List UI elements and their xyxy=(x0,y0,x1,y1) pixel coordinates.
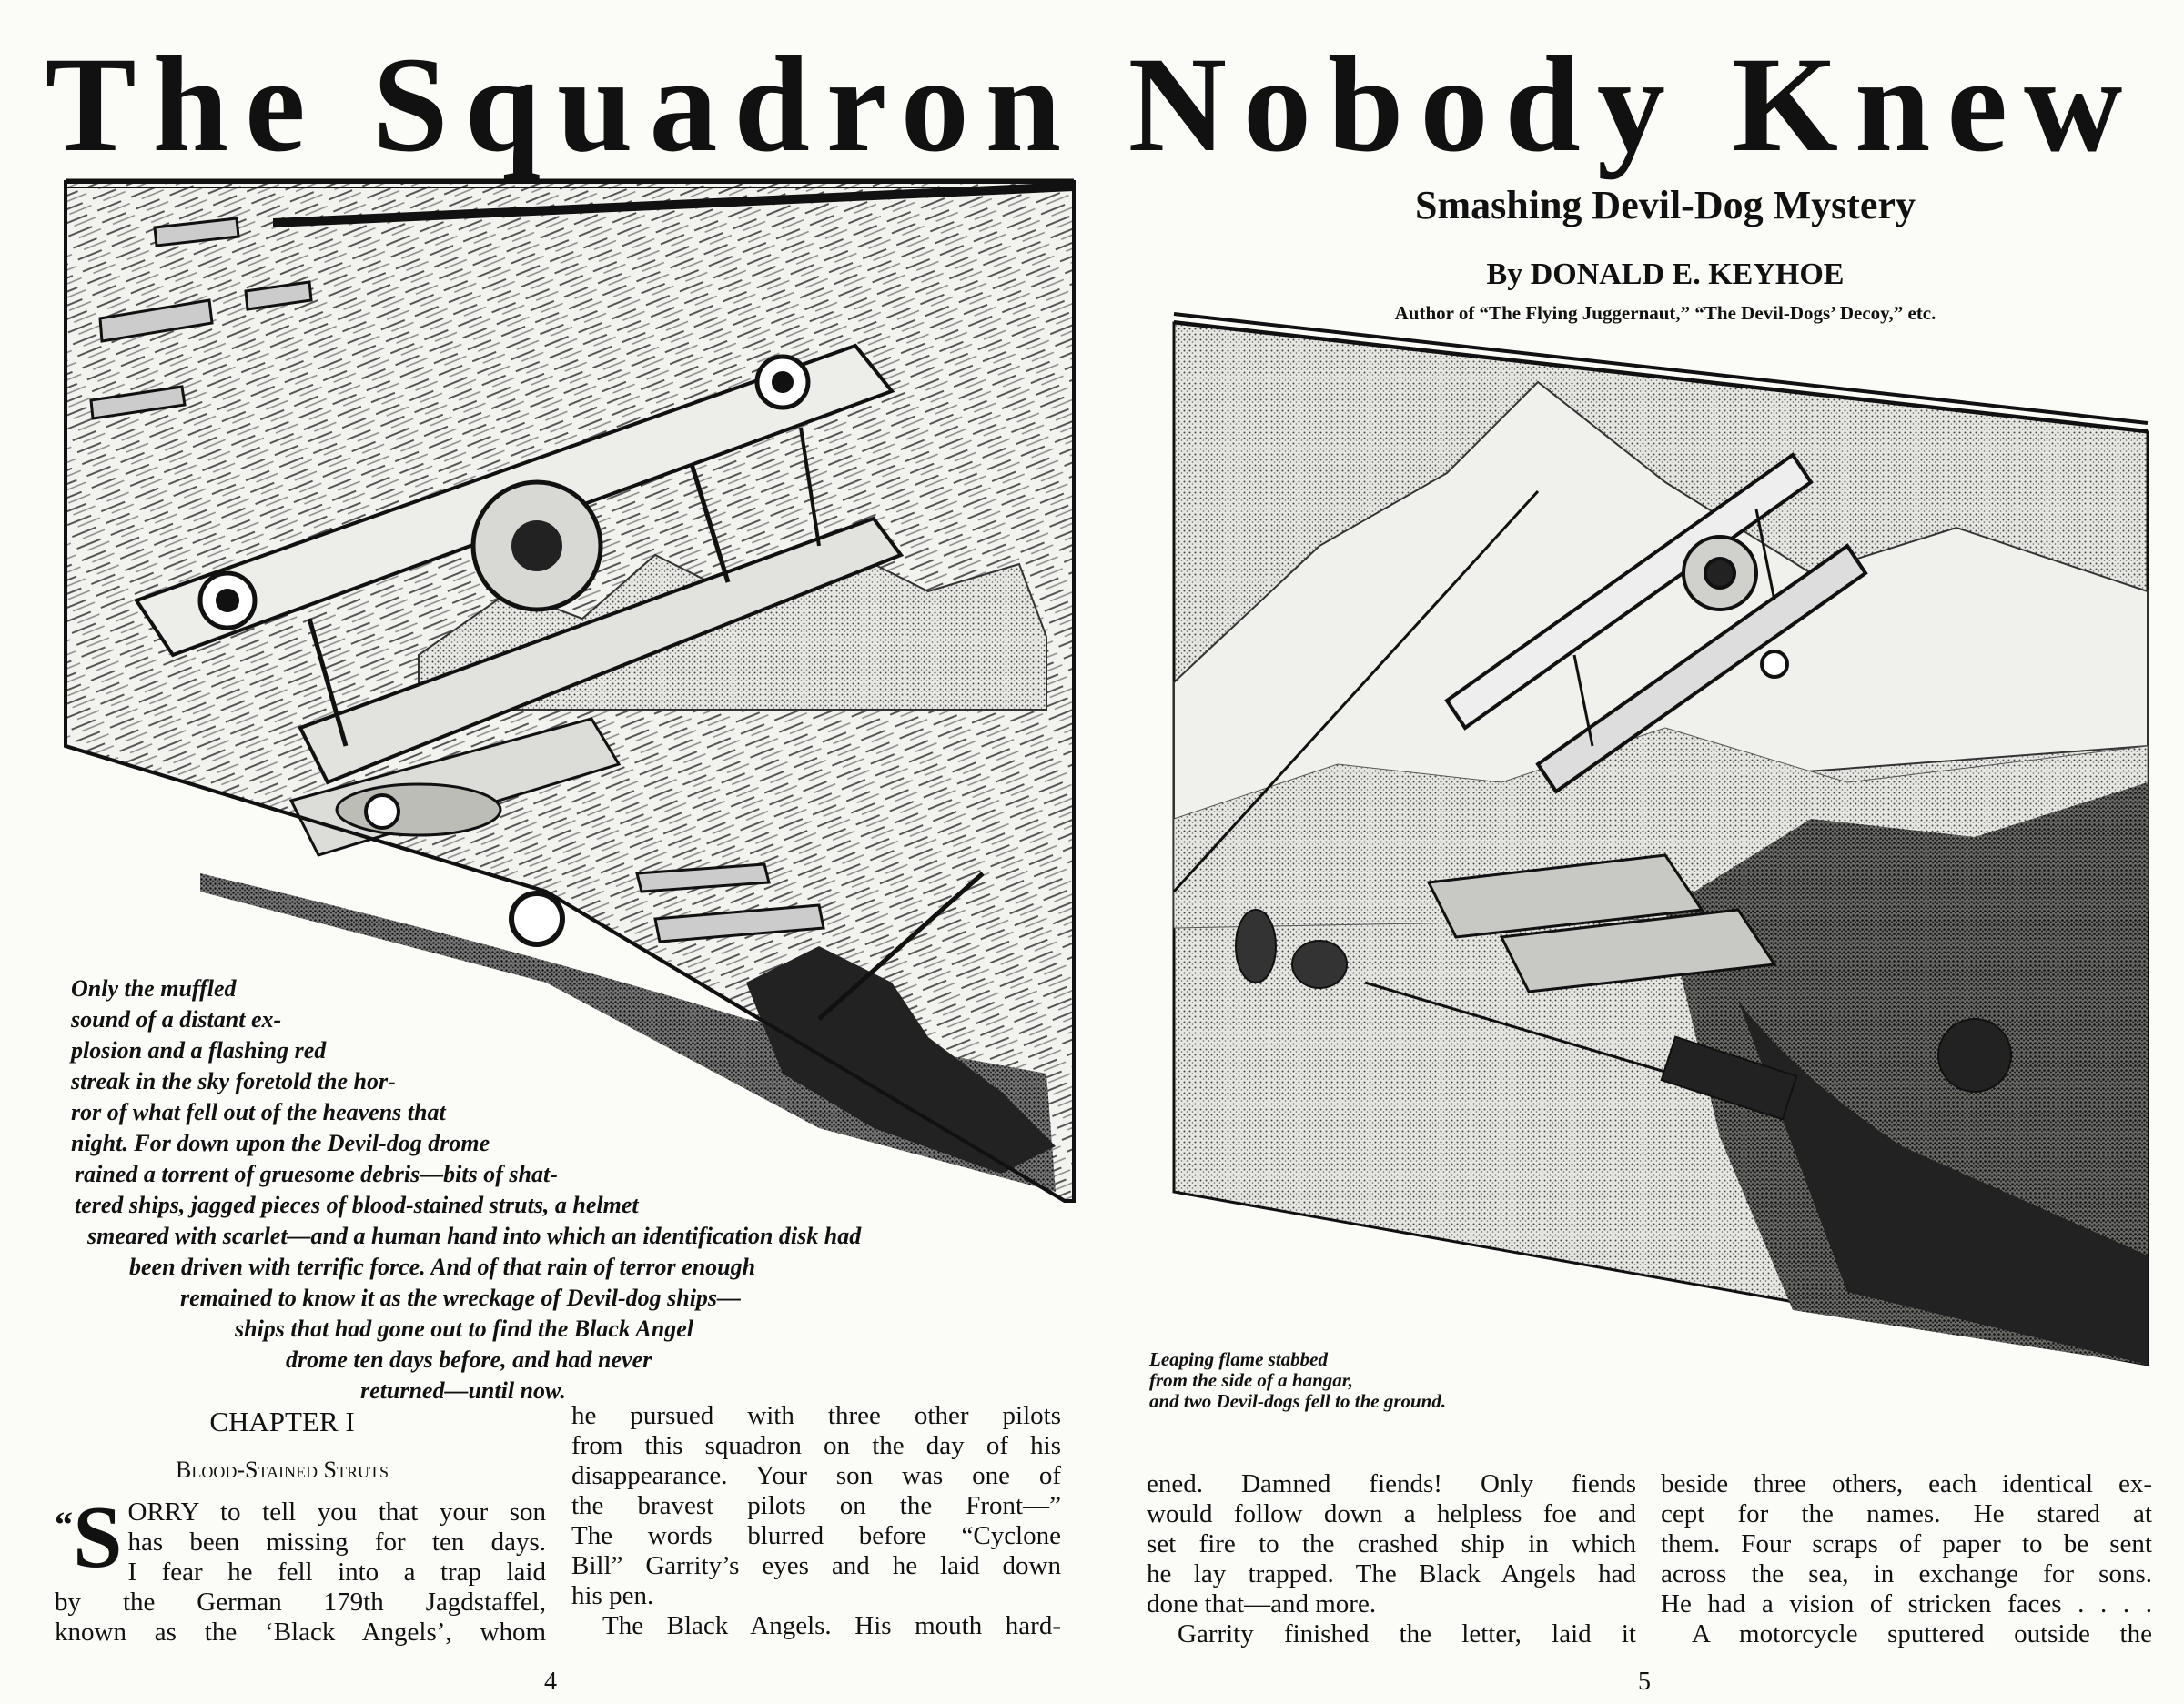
body-line: done that—and more. xyxy=(1147,1589,1377,1618)
drop-cap: S xyxy=(73,1488,123,1587)
caption-line: night. For down upon the Devil-dog drome xyxy=(71,1130,490,1156)
body-line: he pursued with three other pilots xyxy=(571,1401,1061,1430)
caption-line: returned—until now. xyxy=(360,1377,566,1404)
caption-line: been driven with terrific force. And of that rain of terror enough xyxy=(129,1254,756,1280)
subtitle: Smashing Devil-Dog Mystery xyxy=(1415,183,1916,227)
byline: By DONALD E. KEYHOE xyxy=(1486,257,1845,291)
caption-line: tered ships, jagged pieces of blood-stained struts, a helmet xyxy=(75,1192,639,1218)
caption-left xyxy=(71,973,1072,1407)
body-column-4 xyxy=(1661,1469,2152,1649)
body-line: Garrity finished the letter, laid it xyxy=(1178,1619,1636,1649)
body-line: Bill” Garrity’s eyes and he laid down xyxy=(571,1551,1061,1580)
caption-line: from the side of a hangar, xyxy=(1149,1369,1354,1391)
body-line: would follow down a helpless foe and xyxy=(1147,1499,1636,1528)
page-number-right: 5 xyxy=(1638,1668,1651,1696)
caption-line: plosion and a flashing red xyxy=(71,1037,327,1064)
body-line: from this squadron on the day of his xyxy=(571,1431,1061,1460)
body-line: cept for the names. He stared at xyxy=(1661,1499,2152,1528)
body-line: the bravest pilots on the Front—” xyxy=(571,1491,1061,1520)
body-line: ORRY to tell you that your son xyxy=(127,1497,546,1527)
illustration-hangar-attack xyxy=(1156,273,2157,1365)
chapter-subheading: Blood-Stained Struts xyxy=(176,1457,389,1483)
caption-line: rained a torrent of gruesome debris—bits of shat- xyxy=(75,1161,558,1187)
body-line: beside three others, each identical ex- xyxy=(1661,1469,2152,1498)
author-credits: Author of “The Flying Juggernaut,” “The Devil-Dogs’ Decoy,” etc. xyxy=(1394,302,1936,324)
caption-line: Only the muffled xyxy=(71,975,237,1002)
caption-line: sound of a distant ex- xyxy=(71,1006,282,1033)
body-column-1 xyxy=(55,1488,546,1648)
body-line: his pen. xyxy=(571,1581,654,1610)
caption-line: smeared with scarlet—and a human hand into which an identification disk had xyxy=(87,1223,862,1249)
caption-line: drome ten days before, and had never xyxy=(286,1346,652,1373)
body-line: them. Four scraps of paper to be sent xyxy=(1661,1529,2152,1558)
body-line: The Black Angels. His mouth hard- xyxy=(602,1611,1061,1640)
body-line: across the sea, in exchange for sons. xyxy=(1661,1559,2152,1588)
body-line: The words blurred before “Cyclone xyxy=(571,1521,1061,1550)
caption-line: and two Devil-dogs fell to the ground. xyxy=(1149,1390,1447,1412)
body-line: by the German 179th Jagdstaffel, xyxy=(55,1588,546,1617)
page-number-left: 4 xyxy=(544,1668,557,1696)
body-column-3 xyxy=(1147,1469,1636,1649)
caption-line: ships that had gone out to find the Black Angel xyxy=(235,1316,693,1342)
body-line: he lay trapped. The Black Angels had xyxy=(1147,1559,1636,1588)
caption-line: remained to know it as the wreckage of Devil-dog ships— xyxy=(180,1285,742,1311)
caption-line: Leaping flame stabbed xyxy=(1149,1348,1328,1370)
opening-quote: “ xyxy=(55,1504,73,1545)
caption-line: ror of what fell out of the heavens that xyxy=(71,1099,446,1125)
chapter-heading: CHAPTER I xyxy=(209,1406,355,1437)
caption-line: streak in the sky foretold the hor- xyxy=(71,1068,396,1094)
body-line: He had a vision of stricken faces . . . . xyxy=(1661,1589,2152,1618)
body-line: set fire to the crashed ship in which xyxy=(1147,1529,1636,1558)
story-title: The Squadron Nobody Knew xyxy=(45,29,2139,180)
caption-right xyxy=(1149,1349,1604,1412)
body-line: disappearance. Your son was one of xyxy=(571,1461,1061,1490)
body-line: known as the ‘Black Angels’, whom xyxy=(55,1618,546,1647)
body-line: A motorcycle sputtered outside the xyxy=(1692,1619,2152,1649)
body-column-2 xyxy=(571,1401,1061,1641)
body-line: has been missing for ten days. xyxy=(127,1528,546,1557)
body-line: I fear he fell into a trap laid xyxy=(127,1558,546,1587)
body-line: ened. Damned fiends! Only fiends xyxy=(1147,1469,1636,1498)
